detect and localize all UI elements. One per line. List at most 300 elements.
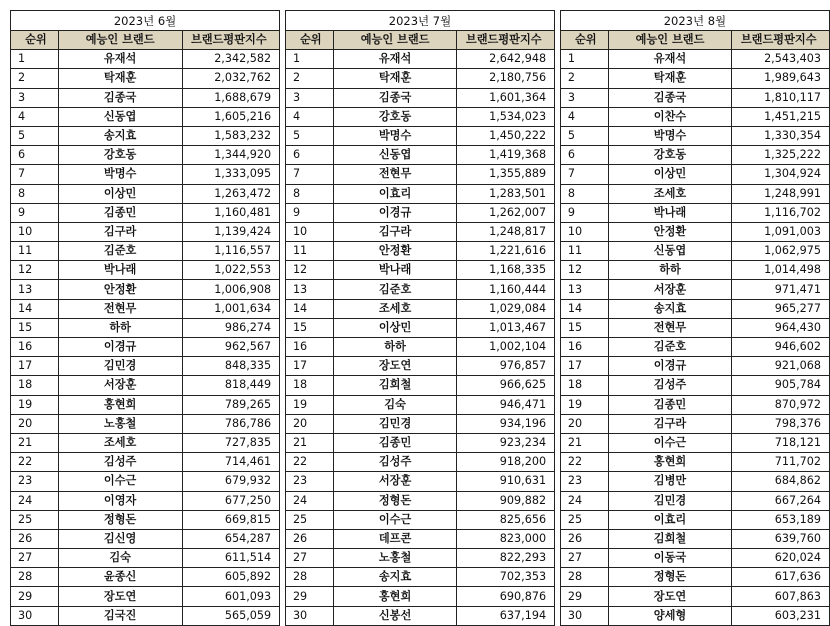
score-cell: 848,335	[182, 357, 280, 376]
name-cell: 전현무	[58, 299, 182, 318]
rank-cell: 11	[560, 242, 608, 261]
score-cell: 962,567	[182, 338, 280, 357]
score-cell: 607,863	[732, 587, 830, 606]
score-cell: 601,093	[182, 587, 280, 606]
score-cell: 617,636	[732, 568, 830, 587]
table-row	[11, 261, 280, 280]
name-cell: 장도연	[333, 357, 457, 376]
name-cell: 김구라	[333, 222, 457, 241]
table-row	[560, 184, 829, 203]
name-cell: 서장훈	[58, 376, 182, 395]
header-name: 예능인 브랜드	[608, 31, 732, 50]
header-score: 브랜드평판지수	[732, 31, 830, 50]
table-row	[11, 606, 280, 625]
table-row	[11, 222, 280, 241]
score-cell: 1,262,007	[457, 203, 555, 222]
table-row	[11, 88, 280, 107]
score-cell: 714,461	[182, 453, 280, 472]
header-rank: 순위	[560, 31, 608, 50]
rank-cell: 27	[560, 549, 608, 568]
score-cell: 679,932	[182, 472, 280, 491]
table-row	[285, 146, 554, 165]
score-cell: 905,784	[732, 376, 830, 395]
rank-cell: 23	[285, 472, 333, 491]
name-cell: 탁재훈	[608, 69, 732, 88]
score-cell: 667,264	[732, 491, 830, 510]
rank-cell: 27	[285, 549, 333, 568]
name-cell: 탁재훈	[333, 69, 457, 88]
rank-cell: 10	[11, 222, 59, 241]
score-cell: 605,892	[182, 568, 280, 587]
score-cell: 946,471	[457, 395, 555, 414]
rank-cell: 20	[285, 414, 333, 433]
rank-cell: 19	[560, 395, 608, 414]
table-row	[560, 338, 829, 357]
table-row	[11, 338, 280, 357]
name-cell: 서장훈	[608, 280, 732, 299]
rank-cell: 27	[11, 549, 59, 568]
rank-cell: 8	[560, 184, 608, 203]
rank-cell: 17	[285, 357, 333, 376]
table-row	[285, 433, 554, 452]
score-cell: 910,631	[457, 472, 555, 491]
header-score: 브랜드평판지수	[457, 31, 555, 50]
name-cell: 전현무	[333, 165, 457, 184]
table-row	[560, 549, 829, 568]
table-row	[285, 261, 554, 280]
table-row	[285, 69, 554, 88]
table-row	[285, 453, 554, 472]
score-cell: 1,419,368	[457, 146, 555, 165]
name-cell: 김종국	[58, 88, 182, 107]
name-cell: 김성주	[608, 376, 732, 395]
rank-cell: 22	[285, 453, 333, 472]
score-cell: 1,116,557	[182, 242, 280, 261]
score-cell: 971,471	[732, 280, 830, 299]
table-row	[11, 587, 280, 606]
score-cell: 711,702	[732, 453, 830, 472]
table-row	[560, 357, 829, 376]
table-row	[560, 165, 829, 184]
rank-cell: 9	[285, 203, 333, 222]
name-cell: 송지효	[333, 568, 457, 587]
name-cell: 송지효	[608, 299, 732, 318]
name-cell: 이상민	[608, 165, 732, 184]
rank-cell: 14	[11, 299, 59, 318]
name-cell: 윤종신	[58, 568, 182, 587]
rank-cell: 18	[11, 376, 59, 395]
rank-cell: 20	[11, 414, 59, 433]
table-row	[11, 318, 280, 337]
rank-cell: 1	[11, 50, 59, 69]
header-row	[285, 31, 554, 50]
rank-cell: 5	[560, 126, 608, 145]
score-cell: 1,283,501	[457, 184, 555, 203]
name-cell: 홍현희	[608, 453, 732, 472]
name-cell: 이수근	[333, 510, 457, 529]
header-rank: 순위	[285, 31, 333, 50]
header-name: 예능인 브랜드	[58, 31, 182, 50]
rank-cell: 22	[560, 453, 608, 472]
name-cell: 이상민	[333, 318, 457, 337]
table-row	[285, 242, 554, 261]
score-cell: 818,449	[182, 376, 280, 395]
table-row	[560, 510, 829, 529]
score-cell: 1,451,215	[732, 107, 830, 126]
table-row	[560, 146, 829, 165]
header-rank: 순위	[11, 31, 59, 50]
table-row	[285, 203, 554, 222]
name-cell: 홍현희	[333, 587, 457, 606]
score-cell: 2,032,762	[182, 69, 280, 88]
name-cell: 조세호	[608, 184, 732, 203]
score-cell: 1,001,634	[182, 299, 280, 318]
name-cell: 이상민	[58, 184, 182, 203]
rank-cell: 1	[285, 50, 333, 69]
table-row	[560, 568, 829, 587]
rank-cell: 5	[285, 126, 333, 145]
name-cell: 유재석	[58, 50, 182, 69]
rank-cell: 18	[560, 376, 608, 395]
name-cell: 데프콘	[333, 529, 457, 548]
rank-cell: 10	[285, 222, 333, 241]
score-cell: 789,265	[182, 395, 280, 414]
score-cell: 976,857	[457, 357, 555, 376]
table-row	[11, 126, 280, 145]
score-cell: 1,062,975	[732, 242, 830, 261]
month-title: 2023년 8월	[560, 11, 829, 31]
table-row	[560, 491, 829, 510]
table-row	[285, 50, 554, 69]
rank-cell: 24	[11, 491, 59, 510]
table-row	[560, 433, 829, 452]
score-cell: 702,353	[457, 568, 555, 587]
table-row	[285, 222, 554, 241]
score-cell: 690,876	[457, 587, 555, 606]
rank-cell: 19	[285, 395, 333, 414]
name-cell: 김종국	[333, 88, 457, 107]
rank-cell: 6	[11, 146, 59, 165]
score-cell: 1,160,481	[182, 203, 280, 222]
rank-cell: 26	[11, 529, 59, 548]
rank-cell: 22	[11, 453, 59, 472]
name-cell: 박명수	[333, 126, 457, 145]
name-cell: 김민경	[58, 357, 182, 376]
table-row	[11, 299, 280, 318]
table-row	[11, 510, 280, 529]
rank-cell: 17	[11, 357, 59, 376]
rank-cell: 14	[560, 299, 608, 318]
table-row	[11, 242, 280, 261]
name-cell: 정형돈	[608, 568, 732, 587]
score-cell: 1,583,232	[182, 126, 280, 145]
score-cell: 823,000	[457, 529, 555, 548]
score-cell: 639,760	[732, 529, 830, 548]
table-row	[11, 280, 280, 299]
rank-cell: 26	[560, 529, 608, 548]
name-cell: 홍현희	[58, 395, 182, 414]
table-row	[11, 395, 280, 414]
rank-cell: 16	[11, 338, 59, 357]
name-cell: 김숙	[58, 549, 182, 568]
score-cell: 1,263,472	[182, 184, 280, 203]
name-cell: 안정환	[58, 280, 182, 299]
name-cell: 신동엽	[608, 242, 732, 261]
name-cell: 노홍철	[333, 549, 457, 568]
rank-cell: 10	[560, 222, 608, 241]
rank-cell: 21	[11, 433, 59, 452]
score-cell: 986,274	[182, 318, 280, 337]
score-cell: 1,002,104	[457, 338, 555, 357]
name-cell: 김구라	[58, 222, 182, 241]
score-cell: 964,430	[732, 318, 830, 337]
name-cell: 장도연	[58, 587, 182, 606]
rank-cell: 30	[285, 606, 333, 625]
month-title-row	[11, 11, 280, 31]
month-table	[560, 10, 830, 626]
rank-cell: 7	[285, 165, 333, 184]
rank-cell: 18	[285, 376, 333, 395]
name-cell: 박나래	[608, 203, 732, 222]
name-cell: 정형돈	[333, 491, 457, 510]
table-row	[11, 69, 280, 88]
table-row	[560, 472, 829, 491]
table-row	[560, 529, 829, 548]
table-row	[285, 587, 554, 606]
month-table	[10, 10, 280, 626]
table-row	[560, 280, 829, 299]
score-cell: 1,091,003	[732, 222, 830, 241]
score-cell: 603,231	[732, 606, 830, 625]
rank-cell: 15	[285, 318, 333, 337]
rank-cell: 25	[560, 510, 608, 529]
name-cell: 김종국	[608, 88, 732, 107]
rank-cell: 29	[285, 587, 333, 606]
name-cell: 양세형	[608, 606, 732, 625]
table-row	[560, 395, 829, 414]
rank-cell: 26	[285, 529, 333, 548]
name-cell: 김준호	[58, 242, 182, 261]
name-cell: 김종민	[58, 203, 182, 222]
rank-cell: 21	[285, 433, 333, 452]
table-row	[11, 453, 280, 472]
rank-cell: 13	[11, 280, 59, 299]
rank-cell: 20	[560, 414, 608, 433]
table-row	[285, 357, 554, 376]
score-cell: 923,234	[457, 433, 555, 452]
rank-cell: 28	[11, 568, 59, 587]
table-row	[285, 338, 554, 357]
score-cell: 825,656	[457, 510, 555, 529]
table-row	[11, 529, 280, 548]
name-cell: 박명수	[608, 126, 732, 145]
rank-cell: 23	[11, 472, 59, 491]
rank-cell: 28	[285, 568, 333, 587]
score-cell: 798,376	[732, 414, 830, 433]
table-row	[560, 107, 829, 126]
name-cell: 김민경	[333, 414, 457, 433]
rank-cell: 12	[560, 261, 608, 280]
score-cell: 1,006,908	[182, 280, 280, 299]
table-row	[11, 357, 280, 376]
name-cell: 이수근	[58, 472, 182, 491]
table-row	[11, 203, 280, 222]
name-cell: 김숙	[333, 395, 457, 414]
header-name: 예능인 브랜드	[333, 31, 457, 50]
score-cell: 1,014,498	[732, 261, 830, 280]
table-row	[560, 203, 829, 222]
table-row	[560, 69, 829, 88]
score-cell: 620,024	[732, 549, 830, 568]
rank-cell: 25	[285, 510, 333, 529]
name-cell: 김준호	[333, 280, 457, 299]
month-title-row	[285, 11, 554, 31]
score-cell: 934,196	[457, 414, 555, 433]
name-cell: 김종민	[608, 395, 732, 414]
name-cell: 하하	[333, 338, 457, 357]
name-cell: 박나래	[58, 261, 182, 280]
rank-cell: 13	[560, 280, 608, 299]
table-row	[560, 261, 829, 280]
table-row	[285, 395, 554, 414]
table-row	[11, 50, 280, 69]
score-cell: 1,221,616	[457, 242, 555, 261]
rank-cell: 25	[11, 510, 59, 529]
table-row	[285, 126, 554, 145]
score-cell: 1,116,702	[732, 203, 830, 222]
name-cell: 장도연	[608, 587, 732, 606]
rank-cell: 30	[560, 606, 608, 625]
table-row	[285, 318, 554, 337]
score-cell: 565,059	[182, 606, 280, 625]
name-cell: 강호동	[58, 146, 182, 165]
rank-cell: 4	[11, 107, 59, 126]
rank-cell: 8	[11, 184, 59, 203]
score-cell: 2,543,403	[732, 50, 830, 69]
rank-cell: 17	[560, 357, 608, 376]
header-row	[560, 31, 829, 50]
table-row	[285, 299, 554, 318]
score-cell: 1,139,424	[182, 222, 280, 241]
score-cell: 684,862	[732, 472, 830, 491]
rank-cell: 30	[11, 606, 59, 625]
table-row	[11, 146, 280, 165]
header-score: 브랜드평판지수	[182, 31, 280, 50]
name-cell: 조세호	[333, 299, 457, 318]
table-row	[560, 376, 829, 395]
score-cell: 1,989,643	[732, 69, 830, 88]
rank-cell: 15	[560, 318, 608, 337]
table-row	[11, 107, 280, 126]
score-cell: 2,180,756	[457, 69, 555, 88]
rank-cell: 13	[285, 280, 333, 299]
name-cell: 이찬수	[608, 107, 732, 126]
table-row	[285, 606, 554, 625]
name-cell: 이영자	[58, 491, 182, 510]
score-cell: 1,248,991	[732, 184, 830, 203]
ranking-tables	[10, 10, 830, 626]
score-cell: 1,810,117	[732, 88, 830, 107]
name-cell: 탁재훈	[58, 69, 182, 88]
table-row	[560, 88, 829, 107]
rank-cell: 7	[11, 165, 59, 184]
score-cell: 1,333,095	[182, 165, 280, 184]
rank-cell: 8	[285, 184, 333, 203]
table-row	[11, 376, 280, 395]
table-row	[285, 510, 554, 529]
rank-cell: 2	[560, 69, 608, 88]
name-cell: 김구라	[608, 414, 732, 433]
score-cell: 1,355,889	[457, 165, 555, 184]
table-row	[285, 280, 554, 299]
score-cell: 1,344,920	[182, 146, 280, 165]
name-cell: 이효리	[608, 510, 732, 529]
score-cell: 677,250	[182, 491, 280, 510]
rank-cell: 3	[11, 88, 59, 107]
name-cell: 김병만	[608, 472, 732, 491]
table-row	[560, 318, 829, 337]
name-cell: 이수근	[608, 433, 732, 452]
table-row	[285, 88, 554, 107]
rank-cell: 24	[560, 491, 608, 510]
name-cell: 김국진	[58, 606, 182, 625]
name-cell: 김성주	[333, 453, 457, 472]
name-cell: 강호동	[608, 146, 732, 165]
score-cell: 669,815	[182, 510, 280, 529]
name-cell: 노홍철	[58, 414, 182, 433]
score-cell: 718,121	[732, 433, 830, 452]
rank-cell: 24	[285, 491, 333, 510]
score-cell: 2,642,948	[457, 50, 555, 69]
score-cell: 1,304,924	[732, 165, 830, 184]
table-row	[285, 549, 554, 568]
rank-cell: 4	[560, 107, 608, 126]
score-cell: 1,248,817	[457, 222, 555, 241]
name-cell: 이경규	[333, 203, 457, 222]
table-row	[560, 222, 829, 241]
table-row	[560, 242, 829, 261]
score-cell: 1,029,084	[457, 299, 555, 318]
name-cell: 전현무	[608, 318, 732, 337]
table-row	[285, 165, 554, 184]
score-cell: 1,534,023	[457, 107, 555, 126]
score-cell: 611,514	[182, 549, 280, 568]
rank-cell: 2	[285, 69, 333, 88]
rank-cell: 21	[560, 433, 608, 452]
name-cell: 이효리	[333, 184, 457, 203]
name-cell: 이동국	[608, 549, 732, 568]
score-cell: 822,293	[457, 549, 555, 568]
table-row	[285, 376, 554, 395]
name-cell: 조세호	[58, 433, 182, 452]
score-cell: 1,450,222	[457, 126, 555, 145]
name-cell: 안정환	[608, 222, 732, 241]
name-cell: 김민경	[608, 491, 732, 510]
rank-cell: 16	[560, 338, 608, 357]
name-cell: 서장훈	[333, 472, 457, 491]
score-cell: 1,013,467	[457, 318, 555, 337]
score-cell: 921,068	[732, 357, 830, 376]
rank-cell: 9	[560, 203, 608, 222]
rank-cell: 12	[11, 261, 59, 280]
table-row	[285, 472, 554, 491]
rank-cell: 15	[11, 318, 59, 337]
table-row	[560, 299, 829, 318]
score-cell: 870,972	[732, 395, 830, 414]
score-cell: 1,688,679	[182, 88, 280, 107]
score-cell: 946,602	[732, 338, 830, 357]
name-cell: 강호동	[333, 107, 457, 126]
